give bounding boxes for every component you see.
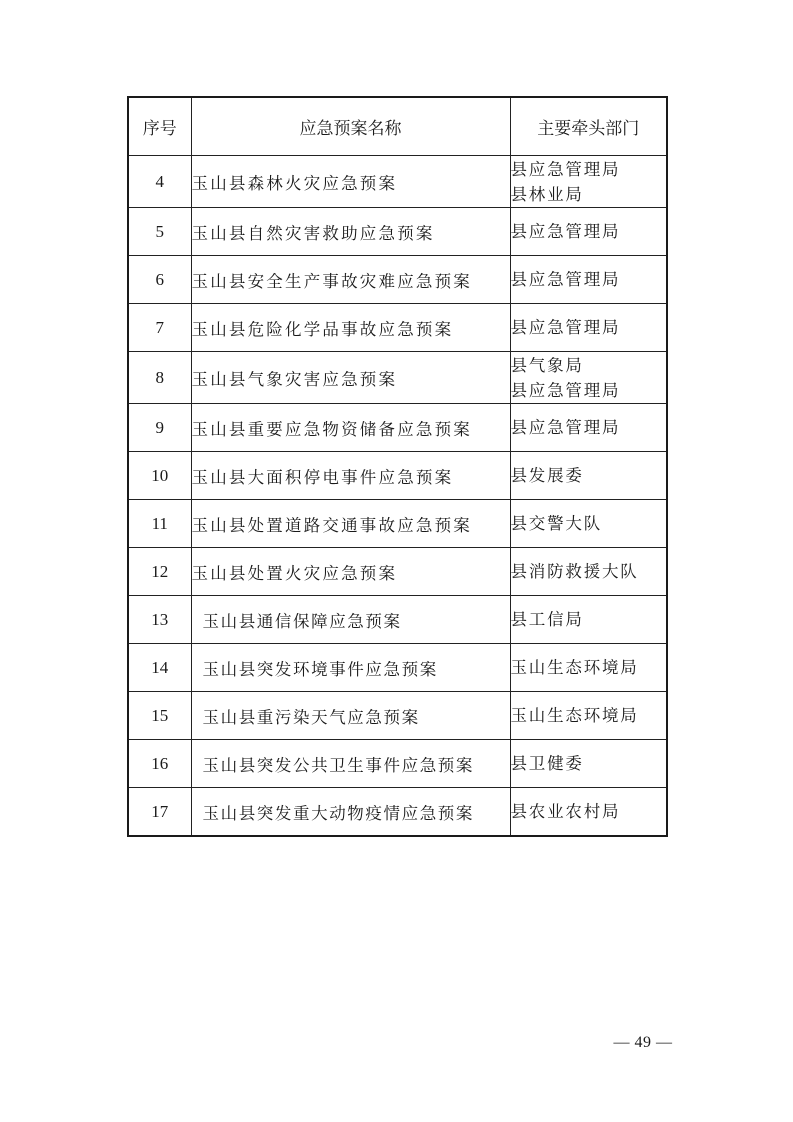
department-name: 县应急管理局 (510, 418, 621, 437)
row-plan-name: 玉山县危险化学品事故应急预案 (191, 304, 510, 352)
header-lead-department: 主要牵头部门 (510, 97, 667, 156)
row-plan-name: 玉山县通信保障应急预案 (191, 596, 510, 644)
header-plan-name: 应急预案名称 (191, 97, 510, 156)
department-name: 县应急管理局 (510, 159, 621, 179)
row-index: 14 (128, 644, 191, 692)
row-plan-name: 玉山县处置道路交通事故应急预案 (191, 500, 510, 548)
table-row (128, 548, 667, 596)
department-name: 县应急管理局 (510, 222, 621, 241)
table-row (128, 404, 667, 452)
table-row (128, 692, 667, 740)
row-lead-department (510, 304, 667, 352)
department-name: 玉山生态环境局 (510, 706, 639, 725)
row-lead-department (510, 156, 667, 208)
table-row (128, 156, 667, 208)
department-name: 县工信局 (510, 610, 584, 629)
row-index: 12 (128, 548, 191, 596)
department-name: 县林业局 (510, 184, 584, 204)
row-plan-name: 玉山县安全生产事故灾难应急预案 (191, 256, 510, 304)
row-lead-department (510, 692, 667, 740)
page-number: — 49 — (613, 1034, 673, 1051)
department-name: 县气象局 (510, 355, 584, 375)
row-lead-department (510, 788, 667, 837)
row-index: 16 (128, 740, 191, 788)
row-lead-department (510, 548, 667, 596)
row-plan-name: 玉山县突发公共卫生事件应急预案 (191, 740, 510, 788)
department-name: 县农业农村局 (510, 802, 621, 821)
department-name: 县交警大队 (510, 514, 602, 533)
row-plan-name: 玉山县气象灾害应急预案 (191, 352, 510, 404)
department-name: 县应急管理局 (510, 380, 621, 400)
table-row (128, 452, 667, 500)
row-index: 10 (128, 452, 191, 500)
row-index: 7 (128, 304, 191, 352)
row-lead-department (510, 256, 667, 304)
table-row (128, 740, 667, 788)
department-name: 玉山生态环境局 (510, 658, 639, 677)
table-row (128, 352, 667, 404)
row-index: 15 (128, 692, 191, 740)
row-index: 17 (128, 788, 191, 837)
table-row (128, 644, 667, 692)
table-row (128, 304, 667, 352)
row-lead-department (510, 740, 667, 788)
department-name: 县消防救援大队 (510, 562, 639, 581)
department-name: 县发展委 (510, 466, 584, 485)
row-plan-name: 玉山县突发重大动物疫情应急预案 (191, 788, 510, 837)
row-index: 6 (128, 256, 191, 304)
row-index: 13 (128, 596, 191, 644)
row-index: 5 (128, 208, 191, 256)
row-plan-name: 玉山县自然灾害救助应急预案 (191, 208, 510, 256)
row-lead-department (510, 404, 667, 452)
table-row (128, 208, 667, 256)
emergency-plan-table (127, 96, 668, 837)
row-lead-department (510, 352, 667, 404)
row-lead-department (510, 500, 667, 548)
row-lead-department (510, 208, 667, 256)
row-plan-name: 玉山县重要应急物资储备应急预案 (191, 404, 510, 452)
row-plan-name: 玉山县大面积停电事件应急预案 (191, 452, 510, 500)
row-lead-department (510, 596, 667, 644)
row-plan-name: 玉山县处置火灾应急预案 (191, 548, 510, 596)
row-plan-name: 玉山县突发环境事件应急预案 (191, 644, 510, 692)
table-header-row (128, 97, 667, 156)
row-lead-department (510, 644, 667, 692)
table-row (128, 596, 667, 644)
row-plan-name: 玉山县重污染天气应急预案 (191, 692, 510, 740)
department-name: 县应急管理局 (510, 318, 621, 337)
department-name: 县卫健委 (510, 754, 584, 773)
row-index: 4 (128, 156, 191, 208)
table-body (128, 156, 667, 837)
table-row (128, 500, 667, 548)
row-plan-name: 玉山县森林火灾应急预案 (191, 156, 510, 208)
row-index: 9 (128, 404, 191, 452)
table-row (128, 256, 667, 304)
table-row (128, 788, 667, 837)
row-index: 8 (128, 352, 191, 404)
row-lead-department (510, 452, 667, 500)
row-index: 11 (128, 500, 191, 548)
header-index: 序号 (128, 97, 191, 156)
department-name: 县应急管理局 (510, 270, 621, 289)
